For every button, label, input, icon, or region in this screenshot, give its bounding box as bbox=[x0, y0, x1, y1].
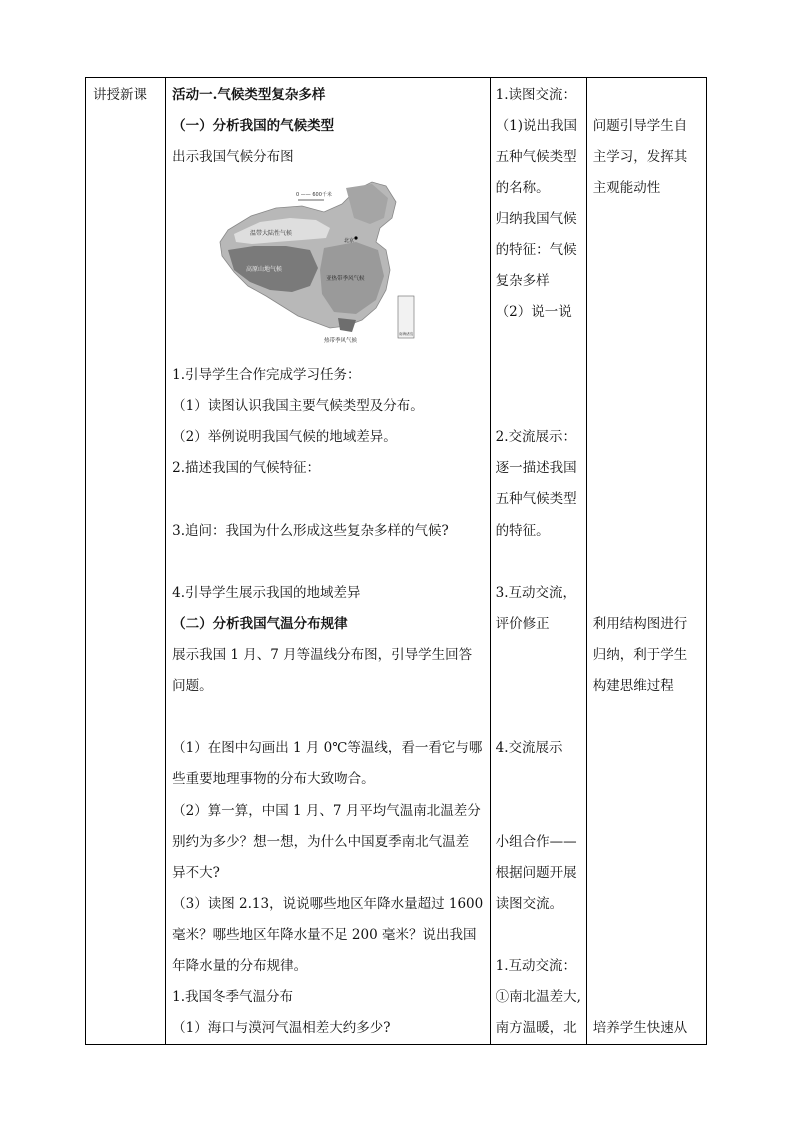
student-line-16: 小组合作—— bbox=[495, 834, 577, 850]
task-line-11: （2）算一算，中国 1 月、7 月平均气温南北温差分 bbox=[172, 803, 481, 819]
task-line-2: （1）读图认识我国主要气候类型及分布。 bbox=[172, 398, 424, 414]
task-line-13: 异不大? bbox=[172, 865, 220, 881]
student-line-5: 归纳我国气候 bbox=[495, 211, 577, 227]
student-line-7: 复杂多样 bbox=[495, 273, 550, 289]
map-label-beijing: 北京 bbox=[344, 238, 355, 244]
task-line-7: 展示我国 1 月、7 月等温线分布图，引导学生回答 bbox=[172, 647, 473, 663]
student-line-9: 2.交流展示： bbox=[495, 429, 577, 445]
section-heading-2: （二）分析我国气温分布规律 bbox=[172, 616, 348, 632]
map-label-temperate: 温带大陆性气候 bbox=[250, 230, 293, 237]
map-label-tropical: 热带季风气候 bbox=[324, 338, 358, 344]
task-line-15: 毫米？哪些地区年降水量不足 200 毫米？说出我国 bbox=[172, 927, 477, 943]
show-map-text: 出示我国气候分布图 bbox=[172, 149, 294, 165]
student-activity-cell bbox=[490, 78, 586, 1045]
student-line-21: 南方温暖，北 bbox=[495, 1020, 577, 1036]
student-line-15: 4.交流展示 bbox=[495, 740, 563, 756]
intent-line-6: 构建思维过程 bbox=[592, 678, 674, 694]
teacher-activity-cell bbox=[166, 78, 491, 1045]
map-label-subtropical: 亚热带季风气候 bbox=[326, 276, 365, 282]
stage-cell bbox=[86, 78, 166, 1045]
map-label-inset: 南海诸岛 bbox=[399, 332, 414, 336]
student-line-11: 五种气候类型 bbox=[495, 491, 577, 507]
intent-line-1: 问题引导学生自 bbox=[592, 118, 688, 134]
activity-title: 活动一.气候类型复杂多样 bbox=[172, 87, 326, 103]
task-line-18: （1）海口与漠河气温相差大约多少? bbox=[172, 1020, 391, 1036]
task-line-16: 年降水量的分布规律。 bbox=[172, 958, 308, 974]
map-label-scale: 0 —— 600千米 bbox=[296, 192, 333, 198]
task-line-1: 1.引导学生合作完成学习任务： bbox=[172, 367, 361, 383]
student-line-20: ①南北温差大, bbox=[495, 989, 581, 1005]
task-line-12: 别约为多少？想一想，为什么中国夏季南北气温差 bbox=[172, 834, 470, 850]
student-line-2: （1)说出我国 bbox=[495, 118, 577, 134]
intent-line-3: 主观能动性 bbox=[592, 180, 661, 196]
task-line-5: 3.追问：我国为什么形成这些复杂多样的气候? bbox=[172, 523, 449, 539]
lesson-plan-table bbox=[85, 77, 707, 1045]
map-label-plateau: 高原山地气候 bbox=[246, 266, 283, 273]
china-climate-map bbox=[206, 178, 416, 346]
beijing-marker bbox=[355, 236, 358, 239]
stage-label: 讲授新课 bbox=[93, 87, 147, 103]
student-line-3: 五种气候类型 bbox=[495, 149, 577, 165]
student-line-6: 的特征：气候 bbox=[495, 242, 577, 258]
student-line-12: 的特征。 bbox=[495, 523, 550, 539]
task-line-14: （3）读图 2.13，说说哪些地区年降水量超过 1600 bbox=[172, 896, 484, 912]
intent-line-2: 主学习，发挥其 bbox=[592, 149, 688, 165]
student-line-18: 读图交流。 bbox=[495, 896, 564, 912]
student-line-17: 根据问题开展 bbox=[495, 865, 577, 881]
task-line-10: 些重要地理事物的分布大致吻合。 bbox=[172, 771, 375, 787]
student-line-1: 1.读图交流： bbox=[495, 87, 577, 103]
task-line-6: 4.引导学生展示我国的地域差异 bbox=[172, 585, 361, 601]
task-line-4: 2.描述我国的气候特征： bbox=[172, 460, 321, 476]
task-line-3: （2）举例说明我国气候的地域差异。 bbox=[172, 429, 397, 445]
intent-line-7: 培养学生快速从 bbox=[592, 1020, 688, 1036]
student-line-14: 评价修正 bbox=[495, 616, 550, 632]
student-line-13: 3.互动交流， bbox=[495, 585, 577, 601]
student-line-8: （2）说一说 bbox=[495, 304, 572, 320]
student-line-4: 的名称。 bbox=[495, 180, 550, 196]
task-line-8: 问题。 bbox=[172, 678, 213, 694]
task-line-9: （1）在图中勾画出 1 月 0℃等温线，看一看它与哪 bbox=[172, 740, 483, 756]
section-heading-1: （一）分析我国的气候类型 bbox=[172, 118, 335, 134]
intent-line-4: 利用结构图进行 bbox=[592, 616, 688, 632]
intent-line-5: 归纳，利于学生 bbox=[592, 647, 688, 663]
task-line-17: 1.我国冬季气温分布 bbox=[172, 989, 294, 1005]
student-line-10: 逐一描述我国 bbox=[495, 460, 577, 476]
design-intent-cell bbox=[586, 78, 706, 1045]
student-line-19: 1.互动交流： bbox=[495, 958, 577, 974]
